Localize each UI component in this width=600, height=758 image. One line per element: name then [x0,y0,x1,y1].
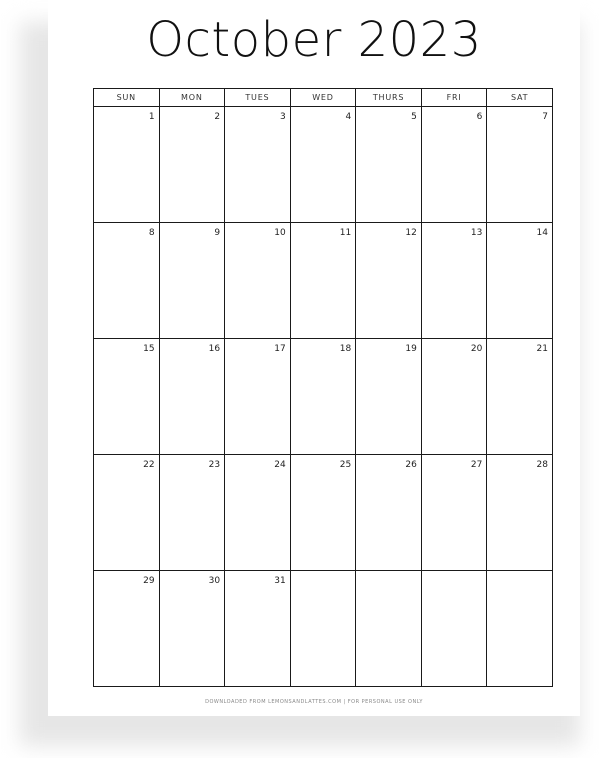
calendar-page [48,0,580,716]
weekday-header-row [94,89,553,107]
day-cell [159,223,225,339]
weekday-header: FRI [421,89,487,107]
day-number: 26 [405,460,417,470]
day-number: 12 [405,228,417,238]
day-cell [225,455,291,571]
day-cell [290,571,356,687]
day-number: 1 [148,112,155,122]
day-number: 8 [148,228,155,238]
day-cell [94,571,160,687]
day-cell [356,339,422,455]
day-number: 30 [208,576,221,586]
day-cell [356,571,422,687]
day-cell [290,339,356,455]
weekday-header: MON [159,89,225,107]
day-number: 4 [345,112,352,122]
day-cell [225,339,291,455]
day-number: 15 [143,344,155,354]
day-cell [290,107,356,223]
day-number: 10 [274,228,286,238]
day-cell [421,571,487,687]
day-cell [421,339,487,455]
day-cell [159,107,225,223]
day-number: 14 [536,228,548,238]
calendar-title: October 2023 [146,12,482,68]
day-number: 9 [214,228,221,238]
day-cell [487,455,553,571]
week-row [94,571,553,687]
day-number: 7 [542,112,548,122]
day-cell [487,107,553,223]
week-row [94,455,553,571]
day-cell [159,571,225,687]
day-cell [290,223,356,339]
day-cell [421,223,487,339]
day-number: 17 [274,344,286,354]
day-number [422,571,487,576]
day-number: 2 [214,112,221,122]
day-number: 23 [208,460,221,470]
day-cell [94,339,160,455]
day-cell [487,223,553,339]
day-cell [225,223,291,339]
day-cell [290,455,356,571]
day-cell [225,571,291,687]
day-number: 22 [143,460,155,470]
day-number: 3 [279,112,286,122]
day-cell [356,455,422,571]
day-number: 13 [470,228,483,238]
footer-credit: DOWNLOADED FROM LEMONSANDLATTES.COM | FOR PERSONAL USE ONLY [205,699,423,705]
day-number: 5 [411,112,417,122]
day-number: 24 [274,460,286,470]
day-cell [421,455,487,571]
weekday-header: WED [290,89,356,107]
day-number: 16 [208,344,221,354]
day-number: 25 [339,460,352,470]
day-number: 21 [536,344,548,354]
weekday-header: SAT [487,89,553,107]
day-number [356,571,421,576]
week-row [94,107,553,223]
day-number: 31 [274,576,286,586]
day-cell [487,571,553,687]
day-number: 11 [339,228,352,238]
day-number [487,571,552,576]
day-cell [94,223,160,339]
day-number: 28 [536,460,548,470]
day-cell [225,107,291,223]
day-cell [356,107,422,223]
day-number: 19 [405,344,417,354]
day-number: 20 [470,344,483,354]
day-number: 6 [476,112,483,122]
day-cell [159,339,225,455]
day-number: 27 [470,460,483,470]
day-cell [159,455,225,571]
week-row [94,339,553,455]
day-number: 18 [339,344,352,354]
weekday-header: TUES [225,89,291,107]
day-cell [487,339,553,455]
day-cell [94,107,160,223]
weekday-header: THURS [356,89,422,107]
day-cell [356,223,422,339]
day-number: 29 [143,576,155,586]
day-cell [421,107,487,223]
weekday-header: SUN [94,89,160,107]
calendar-grid [93,88,553,687]
day-cell [94,455,160,571]
day-number [291,571,356,576]
week-row [94,223,553,339]
